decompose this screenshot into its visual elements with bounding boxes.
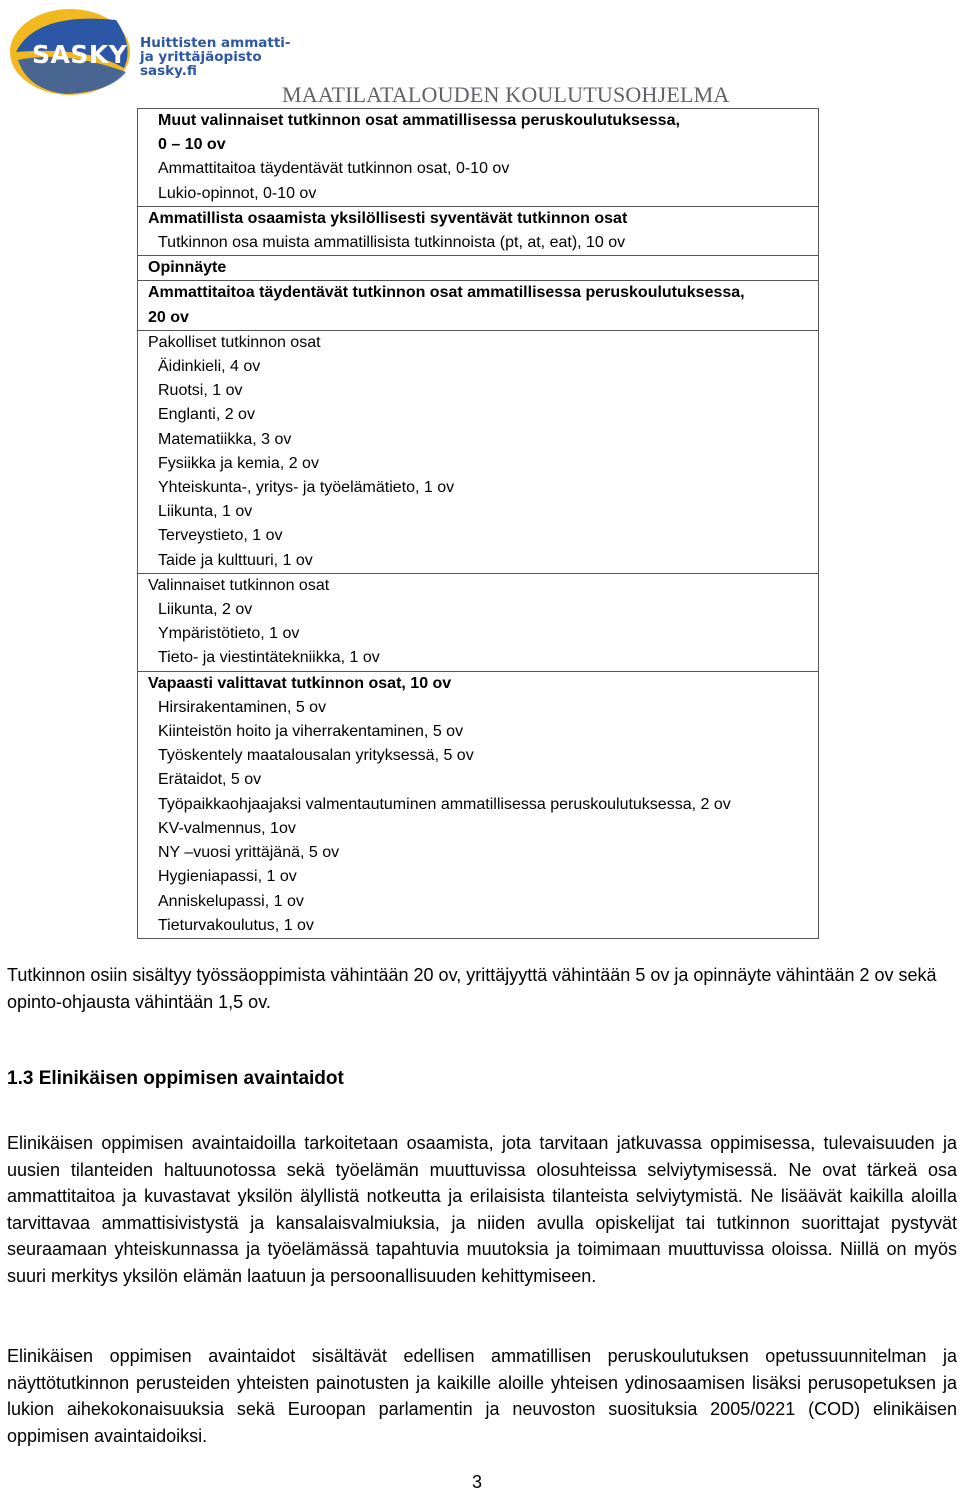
table-row: Tieturvakoulutus, 1 ov bbox=[158, 916, 314, 934]
table-row: Fysiikka ja kemia, 2 ov bbox=[158, 454, 319, 472]
paragraph-key-skills-definition: Elinikäisen oppimisen avaintaidoilla tarkoitetaan osaamista, jota tarvitaan jatkuvassa oppimisessa, tulevaisuuden ja uusien tilanteiden haltuunotossa sekä työelämän muuttuvissa olosuhteissa selviytymisessä. Ne ovat tärkeä osa ammattitaitoa ja kuvastavat yksilön älyllistä notkeutta ja erilaisista tilanteista selviytymistä. Ne lisäävät kaikilla aloilla tarvittavaa ammattisivistystä ja kansalaisvalmiuksia, ja niiden avulla opiskelijat tai tutkinnon suorittajat pystyvät seuraamaan yhteiskunnassa ja työelämässä tapahtuvia muutoksia ja toimimaan muuttuvissa oloissa. Niillä on myös suuri merkitys yksilön elämän laatuun ja persoonallisuuden kehittymiseen. bbox=[7, 1133, 957, 1286]
table-heading-row: 0 – 10 ov bbox=[158, 136, 226, 154]
table-row: Valinnaiset tutkinnon osat bbox=[148, 576, 330, 594]
table-row: Taide ja kulttuuri, 1 ov bbox=[158, 551, 313, 569]
table-row: Englanti, 2 ov bbox=[158, 406, 255, 424]
table-row: Tieto- ja viestintätekniikka, 1 ov bbox=[158, 649, 380, 667]
table-row: Erätaidot, 5 ov bbox=[158, 771, 262, 789]
paragraph-key-skills-contents: Elinikäisen oppimisen avaintaidot sisältävät edellisen ammatillisen peruskoulutuksen opetussuunnitelman ja näyttötutkinnon perusteiden yhteisten painotusten ja kaikille aloille yhteisen ydinosaamisen lisäksi perusopetuksen ja lukion aihekokonaisuuksia sekä Euroopan parlamentin ja neuvoston suosituksia 2005/0221 (COD) elinikäisen oppimisen avaintaidoiksi. bbox=[7, 1346, 957, 1446]
table-section bbox=[138, 109, 818, 206]
table-row: Matematiikka, 3 ov bbox=[158, 430, 292, 448]
curriculum-table bbox=[137, 108, 819, 939]
table-row: Terveystieto, 1 ov bbox=[158, 527, 283, 545]
table-row: Ruotsi, 1 ov bbox=[158, 382, 243, 400]
table-row: Työpaikkaohjaajaksi valmentautuminen ammatillisessa peruskoulutuksessa, 2 ov bbox=[158, 795, 731, 813]
table-row: Yhteiskunta-, yritys- ja työelämätieto, 1 ov bbox=[158, 479, 455, 497]
table-row: Kiinteistön hoito ja viherrakentaminen, 5 ov bbox=[158, 723, 464, 741]
table-heading-row: Ammatillista osaamista yksilöllisesti syventävät tutkinnon osat bbox=[148, 209, 628, 227]
table-row: Pakolliset tutkinnon osat bbox=[148, 333, 321, 351]
logo-tagline-line: ja yrittäjäopisto bbox=[140, 49, 262, 65]
page-number: 3 bbox=[472, 1472, 483, 1492]
table-row: Ammattitaitoa täydentävät tutkinnon osat, 0-10 ov bbox=[158, 160, 510, 178]
table-heading-row: Vapaasti valittavat tutkinnon osat, 10 ov bbox=[148, 674, 452, 692]
table-row: NY –vuosi yrittäjänä, 5 ov bbox=[158, 844, 340, 862]
table-row: Työskentely maatalousalan yrityksessä, 5 ov bbox=[158, 747, 474, 765]
table-heading-row: Muut valinnaiset tutkinnon osat ammatillisessa peruskoulutuksessa, bbox=[158, 112, 680, 129]
sasky-logo bbox=[6, 6, 291, 102]
logo-wordmark: SASKY bbox=[32, 40, 128, 69]
document-title: MAATILATALOUDEN KOULUTUSOHJELMA bbox=[282, 82, 730, 107]
logo-url: sasky.fi bbox=[140, 63, 197, 79]
table-heading-row: 20 ov bbox=[148, 308, 189, 326]
table-section bbox=[138, 573, 818, 671]
summary-paragraph: Tutkinnon osiin sisältyy työssäoppimista vähintään 20 ov, yrittäjyyttä vähintään 5 ov ja opinnäyte vähintään 2 ov sekä opinto-ohjausta vähintään 1,5 ov. bbox=[7, 965, 937, 1012]
table-heading-row: Ammattitaitoa täydentävät tutkinnon osat ammatillisessa peruskoulutuksessa, bbox=[148, 284, 745, 302]
table-row: KV-valmennus, 1ov bbox=[158, 819, 296, 837]
table-row: Hygieniapassi, 1 ov bbox=[158, 868, 297, 886]
table-row: Liikunta, 1 ov bbox=[158, 503, 253, 521]
table-row: Lukio-opinnot, 0-10 ov bbox=[158, 184, 317, 202]
table-row: Hirsirakentaminen, 5 ov bbox=[158, 698, 327, 716]
table-section bbox=[138, 255, 818, 280]
table-row: Äidinkieli, 4 ov bbox=[158, 358, 261, 376]
table-row: Anniskelupassi, 1 ov bbox=[158, 892, 304, 910]
table-row: Liikunta, 2 ov bbox=[158, 601, 253, 619]
table-section bbox=[138, 671, 818, 938]
logo-tagline-line: Huittisten ammatti- bbox=[140, 35, 291, 51]
table-heading-row: Opinnäyte bbox=[148, 259, 227, 277]
logo-tagline bbox=[140, 36, 291, 78]
table-section bbox=[138, 280, 818, 329]
table-row: Ympäristötieto, 1 ov bbox=[158, 625, 300, 643]
section-heading: 1.3 Elinikäisen oppimisen avaintaidot bbox=[7, 1068, 344, 1089]
table-row: Tutkinnon osa muista ammatillisista tutkinnoista (pt, at, eat), 10 ov bbox=[158, 234, 626, 252]
table-section bbox=[138, 330, 818, 573]
table-section bbox=[138, 206, 818, 255]
